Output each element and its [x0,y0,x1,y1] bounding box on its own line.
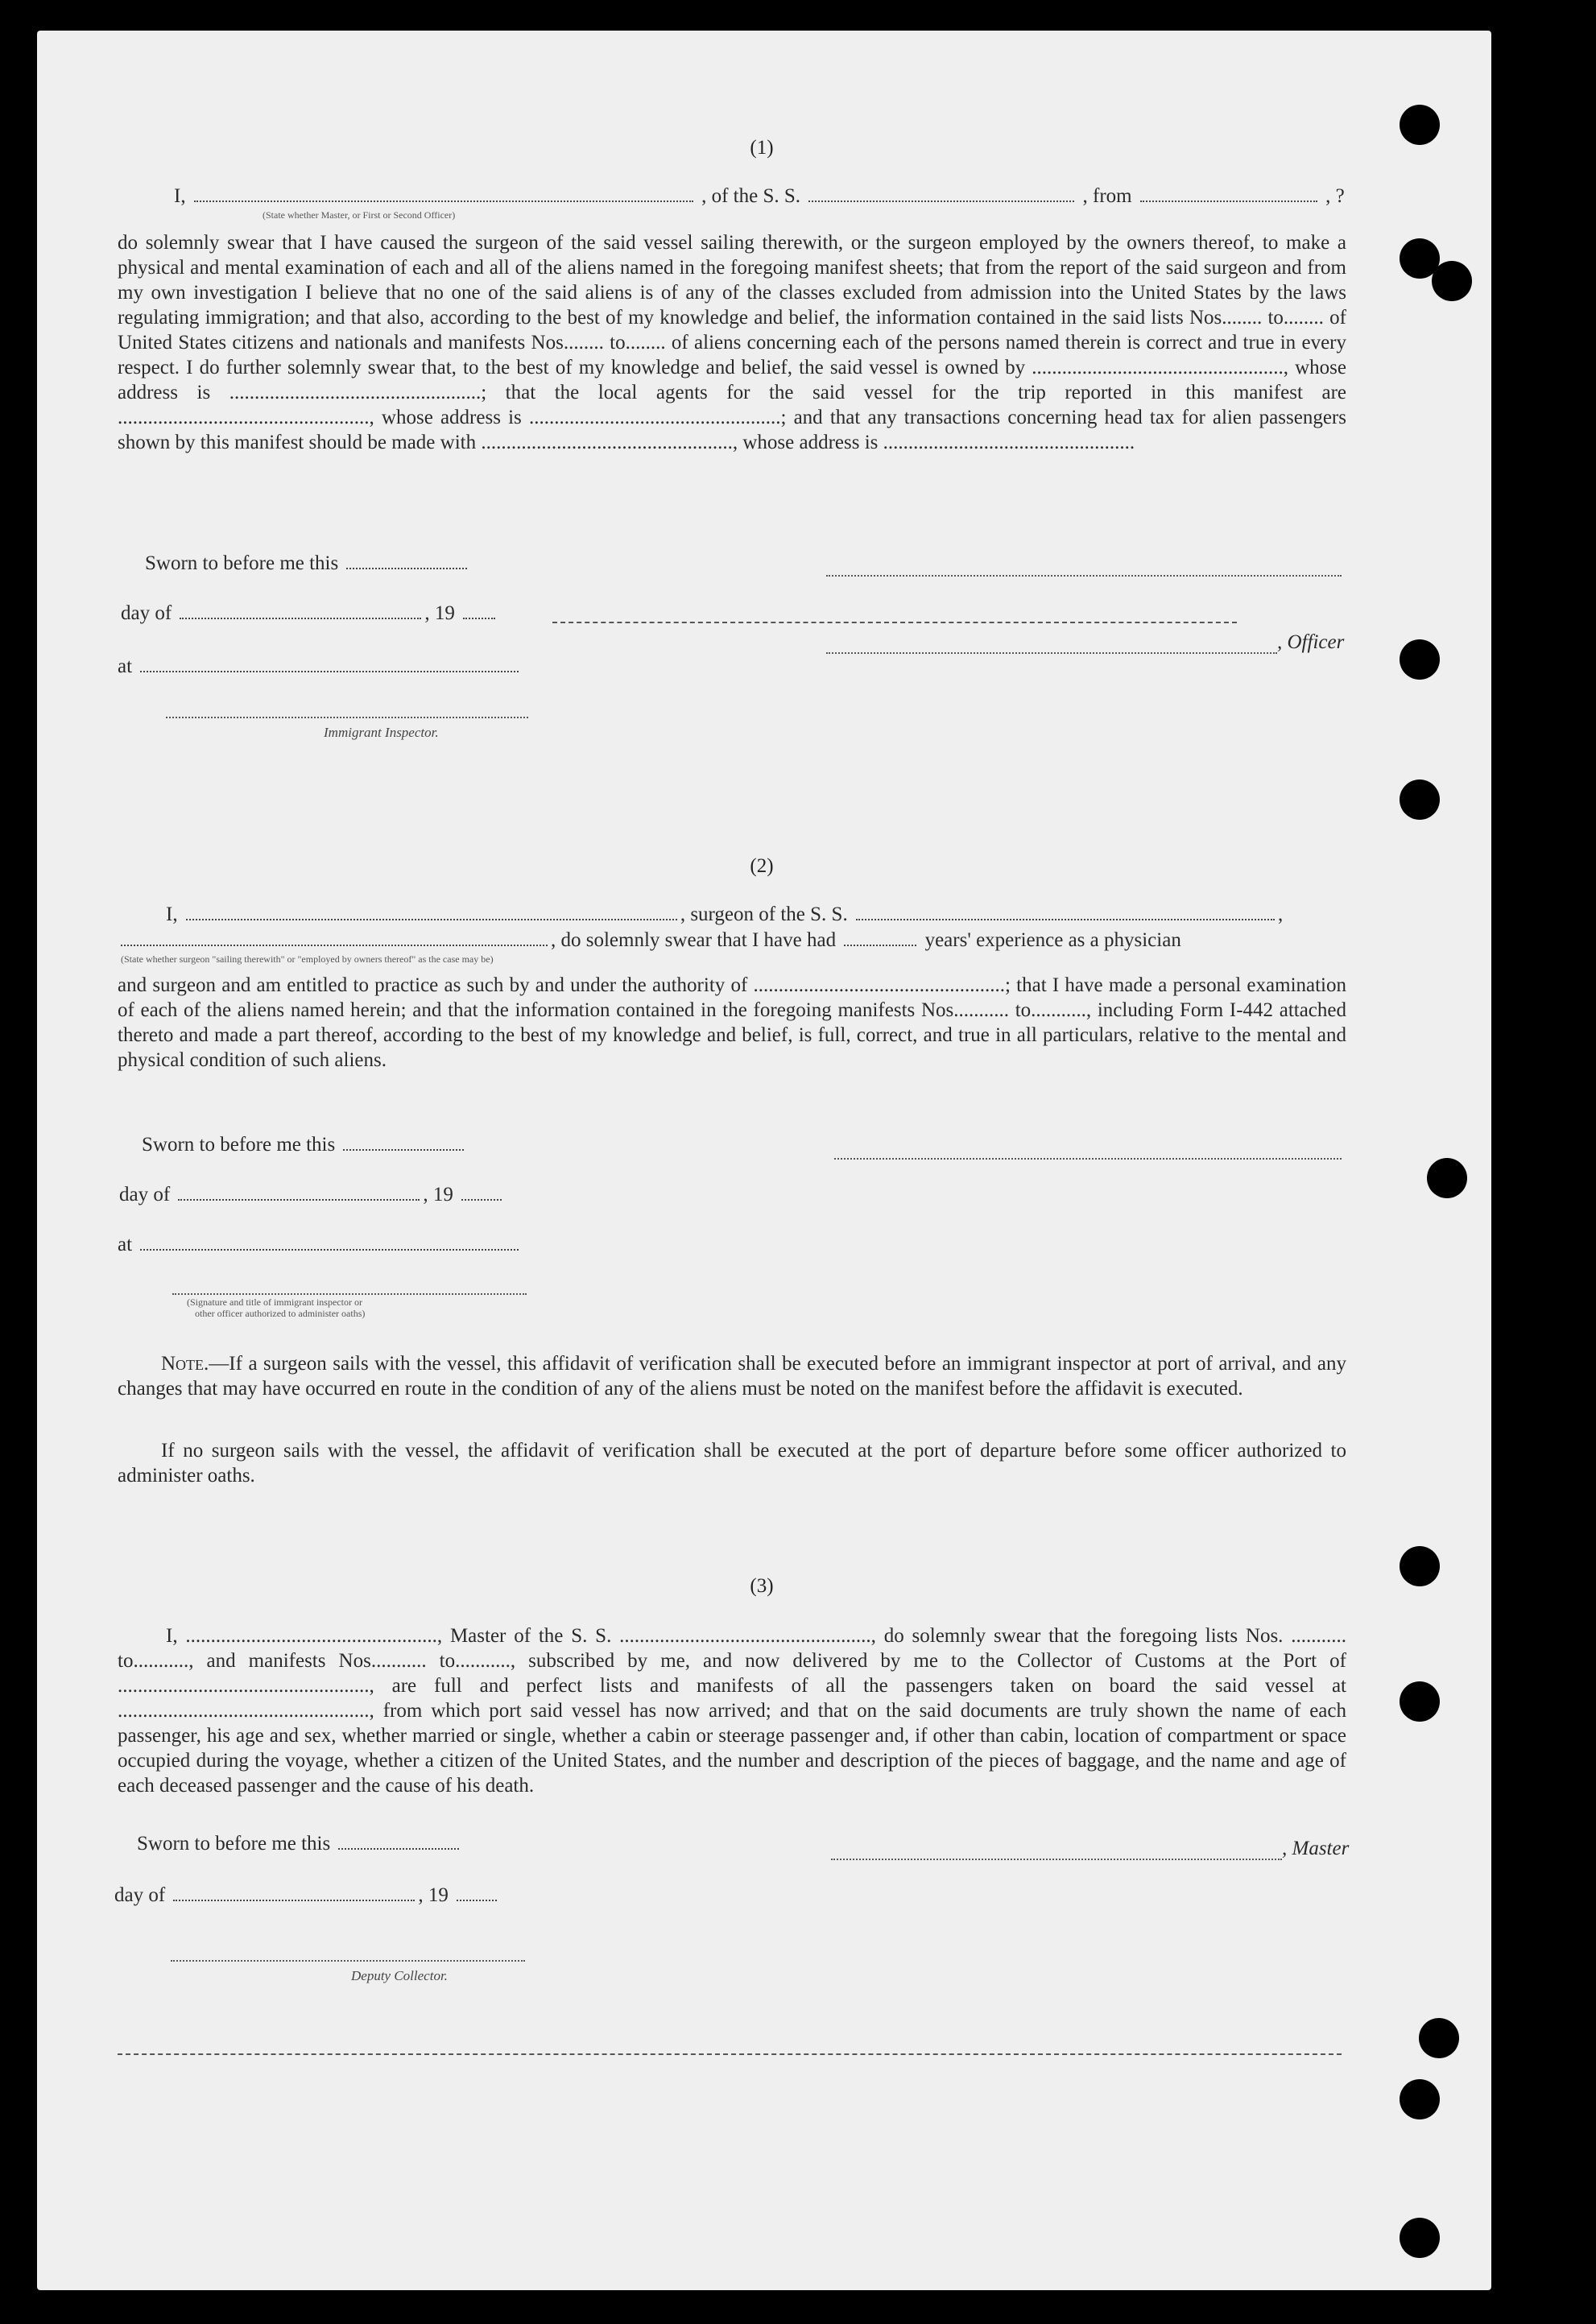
binder-hole [1427,1158,1467,1198]
binder-hole [1400,779,1440,820]
bottom-rule [118,2053,1342,2055]
section-2-sworn-label: Sworn to before me this [142,1134,336,1156]
deputy-signature-line[interactable] [171,1960,525,1962]
at-field[interactable] [140,656,519,672]
at-field[interactable] [140,1234,519,1251]
vessel-field[interactable] [808,186,1074,202]
surgeon-name-field[interactable] [186,904,677,920]
officer-signature-line[interactable] [826,652,1277,654]
section-2-day-of: day of [119,1184,171,1205]
section-1-line-end: , ? [1325,185,1345,207]
section-2-first-line [166,904,1283,926]
section-2-day-line [119,1184,505,1206]
binder-hole [1400,1681,1440,1722]
section-2-sig-caption-1: (Signature and title of immigrant inspector or [187,1296,362,1308]
surgeon-signature-line[interactable] [834,1158,1342,1160]
section-2-sworn [142,1134,467,1156]
note-paragraph-1 [118,1351,1346,1401]
binder-hole [1400,2218,1440,2258]
binder-hole [1432,261,1472,301]
section-3-number: (3) [750,1575,774,1597]
section-1-hint: (State whether Master, or First or Second Officer) [263,209,456,221]
section-1-year: , 19 [424,602,455,624]
section-1-body: do solemnly swear that I have caused the surgeon of the said vessel sailing therewith, or the surgeon employed by the owners thereof, to make a physical and mental examination of each and all of the aliens named in the foregoing manifest sheets; that from the report of the said surgeon and from my own investigation I believe that no one of the said aliens is of any of the classes excluded from admission into the United States by the laws regulating immigration; and that also, according to the best of my knowledge and belief, the information contained in the said lists Nos........ to........ of United States citizens and nationals and manifests Nos........ to........ of aliens concerning each of the persons named therein is correct and true in every respect. I do further solemnly swear that, to the best of my knowledge and belief, the said vessel is owned by .................................................., whose address is ..................................................; that the local agents for the said vessel for the trip reported in this manifest are .................................................., whose address is ..................................................; and that any transactions concerning head tax for alien passengers shown by this manifest should be made with .................................................., whose address is .................................................. [118,232,1346,453]
section-3-day-line [114,1884,500,1907]
section-2-year: , 19 [423,1184,453,1205]
section-1-first-line [174,185,1345,208]
section-1-inspector-caption: Immigrant Inspector. [324,725,439,740]
surgeon-vessel-field[interactable] [856,904,1275,920]
section-2-number: (2) [750,855,774,877]
section-2-at: at [118,1234,133,1255]
year-field[interactable] [461,1185,502,1201]
section-3-sworn-label: Sworn to before me this [137,1833,331,1855]
year-field[interactable] [463,603,495,619]
section-2-second-line [118,929,1181,952]
section-3-master: , Master [1282,1838,1350,1859]
form-page [37,31,1491,2290]
binder-hole [1419,2018,1459,2058]
section-2-sig-caption-2: other officer authorized to administer oaths) [195,1308,366,1319]
section-2-line-end: , [1277,904,1284,925]
from-field[interactable] [1140,186,1317,202]
signature-line[interactable] [826,575,1342,577]
section-1-at-line [118,655,522,678]
section-2-at-line [118,1234,522,1256]
section-3-sworn [137,1833,462,1855]
section-3-deputy-caption: Deputy Collector. [351,1968,448,1983]
section-2-i: I, [166,904,178,925]
note-text-1: —If a surgeon sails with the vessel, this affidavit of verification shall be executed before an immigrant inspector at port of arrival, and any changes that may have occurred en route in the condition of any of the aliens must be noted on the manifest before the affidavit is executed. [118,1353,1346,1400]
section-2-surgeon-label: , surgeon of the S. S. [680,904,848,925]
sworn-date-field[interactable] [346,553,467,569]
section-1-i: I, [174,185,186,207]
day-field[interactable] [180,603,421,619]
day-field[interactable] [173,1885,415,1901]
authorized-officer-signature-line[interactable] [172,1293,527,1295]
section-2-body: and surgeon and am entitled to practice as such by and under the authority of ..................................................; that I have made a personal examination of each of the aliens named herein; and that the information contained in the foregoing manifests Nos........... to..........., including Form I-442 attached thereto and made a part thereof, according to the best of my knowledge and belief, is full, correct, and true in all particulars, relative to the mental and physical condition of such aliens. [118,974,1346,1071]
binder-hole [1400,2079,1440,2119]
section-1-sworn [145,552,470,575]
binder-hole [1400,639,1440,680]
year-field[interactable] [457,1885,497,1901]
section-1-ss-label: , of the S. S. [701,185,801,207]
section-3-year: , 19 [418,1884,449,1906]
sworn-date-field[interactable] [343,1135,464,1151]
note-label: Note. [161,1353,209,1375]
section-3-day-of: day of [114,1884,166,1906]
day-field[interactable] [178,1185,420,1201]
section-3-body: I, .................................................., Master of the S. S. .................................................., do solemnly swear that the foregoing lists Nos. ........... to..........., and manifests Nos........... to..........., subscribed by me, and now delivered by me to the Collector of Customs at the Port of .................................................., are full and perfect lists and manifests of all the passengers taken on board the said vessel at .................................................., from which port said vessel has now arrived; and that on the said documents are truly shown the name of each passenger, his age and sex, whether married or single, whether a cabin or steerage passenger and, if other than cabin, location of compartment or space occupied during the voyage, whether a citizen of the United States, and the number and description of the pieces of baggage, and the name and age of each deceased passenger and the cause of his death. [118,1625,1346,1797]
section-2-hint: (State whether surgeon "sailing therewith" or "employed by owners thereof" as the case may be) [121,953,494,965]
section-1-day-line [121,602,498,625]
section-1-sworn-label: Sworn to before me this [145,552,339,574]
dashed-rule [552,622,1237,623]
section-1-day-of: day of [121,602,172,624]
section-2-years: years' experience as a physician [924,929,1181,951]
note-paragraph-2: If no surgeon sails with the vessel, the affidavit of verification shall be executed at the port of departure before some officer authorized to administer oaths. [118,1440,1346,1487]
section-1-from-label: , from [1082,185,1132,207]
sworn-date-field[interactable] [338,1834,459,1850]
section-1-at: at [118,655,133,677]
name-field[interactable] [194,186,693,202]
inspector-signature-line[interactable] [166,717,528,718]
section-1-officer: , Officer [1277,631,1345,653]
section-1-number: (1) [750,137,774,159]
master-signature-line[interactable] [831,1859,1282,1860]
surgeon-status-field[interactable] [121,930,548,946]
section-2-swear: , do solemnly swear that I have had [551,929,837,951]
years-field[interactable] [844,930,916,946]
